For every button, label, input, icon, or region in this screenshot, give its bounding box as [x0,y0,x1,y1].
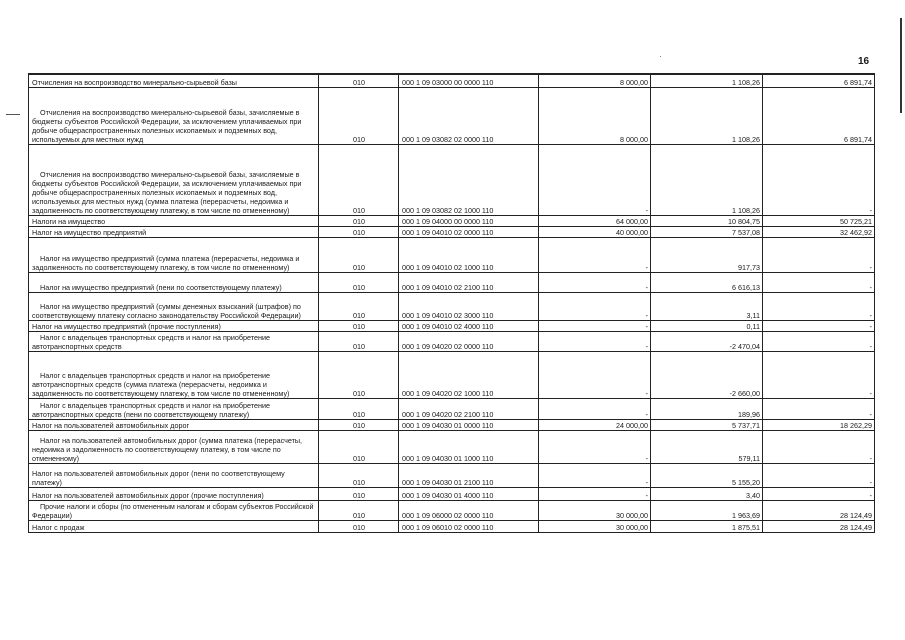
row-diff-cell: 50 725,21 [763,215,875,226]
row-name-cell: Налог на пользователей автомобильных дорог (сумма платежа (перерасчеты, недоимка и задолженность по соответствующему платежу, в том числе по отмененному) [29,430,319,463]
row-plan-cell: - [539,463,651,487]
row-fact-cell: 3,11 [651,292,763,320]
row-kbk-cell: 000 1 09 03000 00 0000 110 [399,74,539,87]
row-plan-cell: - [539,398,651,419]
row-fact-cell: 579,11 [651,430,763,463]
table-row [29,272,875,292]
row-name-cell: Отчисления на воспроизводство минерально-сырьевой базы, зачисляемые в бюджеты субъектов Российской Федерации, за исключением уплачиваемых при добыче общераспространенных полезных ископаемых и подземных вод, используемых для местных нужд [29,87,319,144]
row-name-cell: Налог на имущество предприятий [29,226,319,237]
table-row [29,520,875,532]
row-name-cell: Налог на пользователей автомобильных дорог [29,419,319,430]
row-diff-cell: - [763,487,875,500]
row-kbk-cell: 000 1 09 04010 02 0000 110 [399,226,539,237]
row-name-cell: Налоги на имущество [29,215,319,226]
row-plan-cell: - [539,331,651,351]
row-name-cell: Налог на пользователей автомобильных дорог (пени по соответствующему платежу) [29,463,319,487]
row-plan-cell: - [539,320,651,331]
row-fact-cell: 1 963,69 [651,500,763,520]
row-plan-cell: - [539,272,651,292]
row-plan-cell: - [539,430,651,463]
row-diff-cell: - [763,430,875,463]
row-kbk-cell: 000 1 09 06010 02 0000 110 [399,520,539,532]
row-fact-cell: 917,73 [651,237,763,272]
row-code-cell: 010 [319,500,399,520]
row-diff-cell: 28 124,49 [763,500,875,520]
row-fact-cell: 6 616,13 [651,272,763,292]
row-fact-cell: 189,96 [651,398,763,419]
row-code-cell: 010 [319,215,399,226]
row-diff-cell: - [763,292,875,320]
row-code-cell: 010 [319,331,399,351]
row-fact-cell: 1 108,26 [651,74,763,87]
row-name-cell: Налог с владельцев транспортных средств и налог на приобретение автотранспортных средств (сумма платежа (перерасчеты, недоимка и задолженность по соответствующему платежу, в том числе по отмененному) [29,351,319,398]
row-kbk-cell: 000 1 09 04000 00 0000 110 [399,215,539,226]
row-kbk-cell: 000 1 09 04020 02 0000 110 [399,331,539,351]
row-name-cell: Налог на имущество предприятий (суммы денежных взысканий (штрафов) по соответствующему платежу согласно законодательству Российской Федерации) [29,292,319,320]
row-code-cell: 010 [319,419,399,430]
row-fact-cell: 5 737,71 [651,419,763,430]
row-kbk-cell: 000 1 09 06000 02 0000 110 [399,500,539,520]
row-diff-cell: 28 124,49 [763,520,875,532]
row-name-cell: Отчисления на воспроизводство минерально-сырьевой базы, зачисляемые в бюджеты субъектов Российской Федерации, за исключением уплачиваемых при добыче общераспространенных полезных ископаемых и подземных вод, используемых для местных нужд (сумма платежа (перерасчеты, недоимка и задолженность по соответствующему платежу, в том числе по отмененному) [29,144,319,215]
table-row [29,215,875,226]
row-diff-cell: - [763,320,875,331]
row-code-cell: 010 [319,87,399,144]
row-code-cell: 010 [319,320,399,331]
row-fact-cell: -2 470,04 [651,331,763,351]
row-name-cell: Прочие налоги и сборы (по отмененным налогам и сборам субъектов Российской Федерации) [29,500,319,520]
row-kbk-cell: 000 1 09 03082 02 1000 110 [399,144,539,215]
row-diff-cell: - [763,398,875,419]
row-diff-cell: - [763,237,875,272]
table-row [29,87,875,144]
row-plan-cell: - [539,237,651,272]
row-code-cell: 010 [319,520,399,532]
table-row [29,419,875,430]
row-diff-cell: 6 891,74 [763,87,875,144]
row-kbk-cell: 000 1 09 04030 01 0000 110 [399,419,539,430]
row-name-cell: Налог на имущество предприятий (сумма платежа (перерасчеты, недоимка и задолженность по соответствующему платежу, в том числе по отмененному) [29,237,319,272]
page-number: 16 [858,56,870,67]
scan-edge-mark [900,18,902,113]
row-fact-cell: 3,40 [651,487,763,500]
row-kbk-cell: 000 1 09 04010 02 3000 110 [399,292,539,320]
row-plan-cell: - [539,144,651,215]
row-kbk-cell: 000 1 09 04010 02 2100 110 [399,272,539,292]
row-fact-cell: -2 660,00 [651,351,763,398]
row-diff-cell: - [763,463,875,487]
row-code-cell: 010 [319,487,399,500]
table-row [29,144,875,215]
row-plan-cell: - [539,351,651,398]
row-name-cell: Налог с владельцев транспортных средств и налог на приобретение автотранспортных средств (пени по соответствующему платежу) [29,398,319,419]
row-code-cell: 010 [319,398,399,419]
row-fact-cell: 5 155,20 [651,463,763,487]
scan-speck [660,56,661,57]
table-row [29,398,875,419]
row-plan-cell: 30 000,00 [539,520,651,532]
row-plan-cell: 8 000,00 [539,87,651,144]
row-code-cell: 010 [319,292,399,320]
row-plan-cell: - [539,292,651,320]
row-kbk-cell: 000 1 09 04030 01 1000 110 [399,430,539,463]
row-name-cell: Налог на имущество предприятий (пени по соответствующему платежу) [29,272,319,292]
budget-revenue-table [28,73,875,533]
row-kbk-cell: 000 1 09 04030 01 2100 110 [399,463,539,487]
row-fact-cell: 7 537,08 [651,226,763,237]
row-plan-cell: 8 000,00 [539,74,651,87]
table-row [29,292,875,320]
row-code-cell: 010 [319,351,399,398]
table-row [29,430,875,463]
row-plan-cell: 64 000,00 [539,215,651,226]
row-diff-cell: - [763,331,875,351]
row-plan-cell: 24 000,00 [539,419,651,430]
row-fact-cell: 1 875,51 [651,520,763,532]
row-kbk-cell: 000 1 09 04020 02 1000 110 [399,351,539,398]
table-row [29,331,875,351]
row-kbk-cell: 000 1 09 04020 02 2100 110 [399,398,539,419]
row-diff-cell: 32 462,92 [763,226,875,237]
row-diff-cell: 6 891,74 [763,74,875,87]
row-name-cell: Налог с продаж [29,520,319,532]
table-row [29,320,875,331]
row-kbk-cell: 000 1 09 04030 01 4000 110 [399,487,539,500]
row-plan-cell: 40 000,00 [539,226,651,237]
row-diff-cell: - [763,351,875,398]
row-diff-cell: 18 262,29 [763,419,875,430]
row-code-cell: 010 [319,237,399,272]
row-kbk-cell: 000 1 09 04010 02 4000 110 [399,320,539,331]
table-row [29,500,875,520]
row-code-cell: 010 [319,430,399,463]
scan-margin-dash [6,114,20,115]
row-fact-cell: 10 804,75 [651,215,763,226]
table-row [29,74,875,87]
table-row [29,351,875,398]
row-code-cell: 010 [319,144,399,215]
row-code-cell: 010 [319,74,399,87]
row-kbk-cell: 000 1 09 03082 02 0000 110 [399,87,539,144]
row-diff-cell: - [763,144,875,215]
table-row [29,487,875,500]
row-name-cell: Налог на имущество предприятий (прочие поступления) [29,320,319,331]
row-fact-cell: 1 108,26 [651,144,763,215]
row-name-cell: Отчисления на воспроизводство минерально-сырьевой базы [29,74,319,87]
row-fact-cell: 0,11 [651,320,763,331]
table-row [29,226,875,237]
row-plan-cell: - [539,487,651,500]
row-fact-cell: 1 108,26 [651,87,763,144]
row-name-cell: Налог на пользователей автомобильных дорог (прочие поступления) [29,487,319,500]
table-body [29,74,875,532]
table-row [29,463,875,487]
row-code-cell: 010 [319,463,399,487]
table-row [29,237,875,272]
row-code-cell: 010 [319,226,399,237]
row-code-cell: 010 [319,272,399,292]
row-diff-cell: - [763,272,875,292]
row-plan-cell: 30 000,00 [539,500,651,520]
row-name-cell: Налог с владельцев транспортных средств и налог на приобретение автотранспортных средств [29,331,319,351]
row-kbk-cell: 000 1 09 04010 02 1000 110 [399,237,539,272]
